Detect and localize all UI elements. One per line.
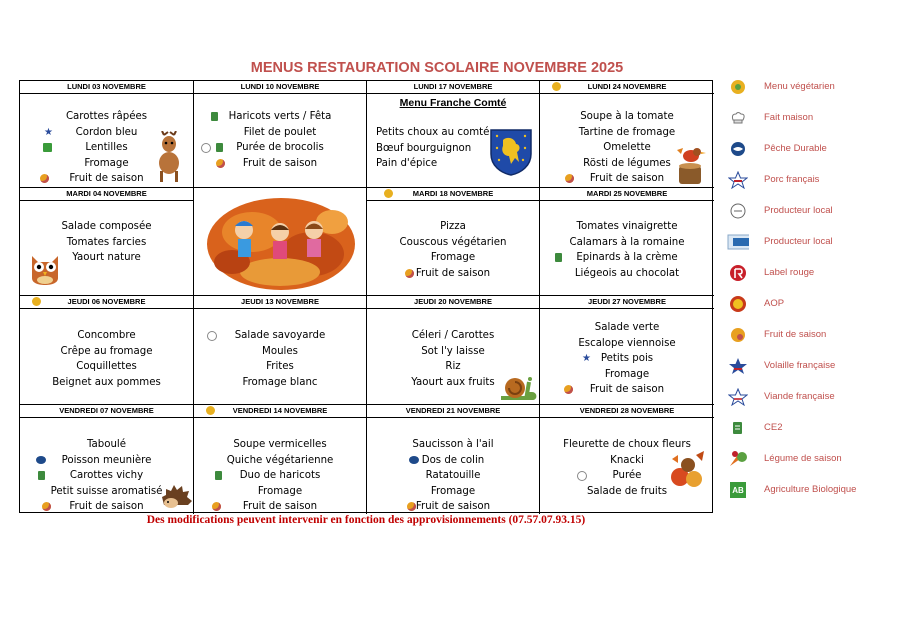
day-cell	[20, 188, 194, 296]
menu-items	[540, 219, 714, 281]
french-meat-icon: ★	[582, 353, 591, 364]
legend-item: Producteur local	[727, 233, 897, 253]
menu-item: Fleurette de choux fleurs	[563, 439, 691, 450]
menu-item: Couscous végétarien	[399, 236, 507, 248]
menu-item: ★ Cordon bleu	[20, 125, 193, 141]
day-cell	[540, 81, 714, 188]
ce2-icon	[727, 419, 749, 437]
menu-item: Carottes vichy	[20, 468, 193, 484]
menu-item: Fruit de saison	[367, 266, 539, 282]
menu-item: Purée	[540, 468, 714, 484]
owl-icon	[28, 252, 62, 286]
menu-item: Lentilles	[20, 140, 193, 156]
french-pork-icon	[727, 171, 749, 189]
menu-item: Petit suisse aromatisé	[50, 485, 163, 497]
local-producer-icon	[207, 331, 217, 341]
menu-item: Soupe vermicelles	[233, 439, 327, 450]
seasonal-fruit-icon	[407, 502, 416, 511]
menu-item: Omelette	[603, 142, 651, 153]
legend-item: Menu végétarien	[727, 78, 897, 98]
menu-item: Dos de colin	[367, 453, 539, 469]
menu-item: Tomates farcies	[66, 236, 147, 248]
aop-icon	[727, 295, 749, 313]
legend-item: AB Agriculture Biologique	[727, 481, 897, 501]
autumn-fruits-icon	[668, 449, 708, 493]
french-meat-icon	[727, 388, 749, 406]
menu-items	[194, 109, 366, 171]
day-cell	[367, 296, 540, 405]
day-cell	[194, 296, 367, 405]
sustainable-fishing-icon	[727, 140, 749, 158]
menu-item: Fromage	[257, 485, 303, 497]
kids-autumn-leaves-illustration	[202, 192, 360, 292]
menu-item: Liégeois au chocolat	[574, 267, 680, 279]
menu-item: ★ Petits pois	[540, 351, 714, 367]
menu-item: Haricots verts / Fêta	[194, 109, 366, 125]
vegetarian-icon	[727, 78, 749, 96]
menu-item: Riz	[445, 361, 461, 372]
menu-item: Fromage	[604, 368, 650, 380]
vegetarian-icon	[206, 406, 215, 415]
local-producer-icon	[577, 471, 587, 481]
day-header: LUNDI 03 NOVEMBRE	[20, 81, 193, 94]
day-cell	[367, 188, 540, 296]
legend-item: Label rouge	[727, 264, 897, 284]
local-producer-olam-icon	[727, 233, 749, 251]
ce2-icon	[211, 112, 218, 121]
menu-items	[367, 219, 539, 281]
deer-icon	[150, 131, 188, 183]
menu-item: Pain d'épice	[376, 158, 438, 169]
menu-item: Calamars à la romaine	[569, 236, 685, 248]
day-cell	[194, 81, 367, 188]
menu-item: Concombre	[77, 330, 136, 341]
menu-item: Saucisson à l'ail	[412, 439, 494, 450]
day-header: JEUDI 27 NOVEMBRE	[540, 296, 714, 309]
menu-items	[194, 437, 366, 515]
day-header: LUNDI 10 NOVEMBRE	[194, 81, 366, 94]
vegetarian-icon	[32, 297, 41, 306]
day-header: JEUDI 20 NOVEMBRE	[367, 296, 539, 309]
day-header: VENDREDI 14 NOVEMBRE	[194, 405, 366, 418]
menu-items	[540, 320, 714, 398]
day-cell	[20, 405, 194, 514]
menu-table	[19, 80, 713, 513]
special-menu-title: Menu Franche Comté	[399, 97, 507, 109]
menu-item: Taboulé	[86, 439, 127, 450]
menu-item: Yaourt aux fruits	[411, 376, 495, 388]
day-header: MARDI 18 NOVEMBRE	[367, 188, 539, 201]
menu-item: Tomates vinaigrette	[576, 221, 678, 232]
ce2-icon	[216, 143, 223, 152]
local-producer-icon	[727, 202, 749, 220]
menu-item: Moules	[262, 345, 298, 357]
french-poultry-icon: ★	[44, 126, 53, 138]
menu-item: Epinards à la crème	[540, 250, 714, 266]
franche-comte-crest-icon	[489, 128, 533, 176]
day-cell	[540, 296, 714, 405]
menu-item: Knacki	[610, 454, 644, 466]
menu-item: Coquillettes	[76, 361, 137, 372]
day-cell	[540, 188, 714, 296]
vegetarian-icon	[552, 82, 561, 91]
legend-item: CE2	[727, 419, 897, 439]
seasonal-fruit-icon	[405, 269, 414, 278]
legend-item: Fait maison	[727, 109, 897, 129]
menu-item: Duo de haricots	[194, 468, 366, 484]
menu-item: Salade de fruits	[586, 485, 668, 497]
organic-icon	[727, 481, 749, 499]
legend-item: AOP	[727, 295, 897, 315]
sustainable-fishing-icon	[36, 456, 46, 464]
menu-item: Yaourt nature	[72, 252, 141, 263]
menu-item: Salade verte	[594, 322, 660, 333]
day-header: MARDI 25 NOVEMBRE	[540, 188, 714, 201]
footer-notice: Des modifications peuvent intervenir en fonction des approvisionnements (07.57.07.93.15)	[146, 514, 586, 526]
sustainable-fishing-icon	[409, 456, 419, 464]
menu-item: Carottes râpées	[65, 111, 148, 122]
label-rouge-icon	[727, 264, 749, 282]
menu-item: Fruit de saison	[540, 171, 714, 187]
menu-item: Bœuf bourguignon	[376, 142, 472, 154]
menu-item: Fruit de saison	[194, 499, 366, 515]
menu-item: Fruit de saison	[194, 156, 366, 172]
organic-icon	[43, 143, 52, 152]
menu-item: Fruit de saison	[20, 171, 193, 187]
menu-item: Frites	[266, 361, 294, 372]
menu-item: Poisson meunière	[20, 453, 193, 469]
hedgehog-icon	[160, 483, 194, 511]
menu-items	[20, 328, 193, 390]
menu-item: Rösti de légumes	[583, 157, 671, 169]
menu-item: Fromage	[430, 252, 476, 263]
local-producer-icon	[201, 143, 211, 153]
menu-item: Soupe à la tomate	[580, 111, 674, 122]
day-header: VENDREDI 21 NOVEMBRE	[367, 405, 539, 418]
menu-item: Purée de brocolis	[194, 140, 366, 156]
day-header: VENDREDI 07 NOVEMBRE	[20, 405, 193, 418]
day-header: JEUDI 13 NOVEMBRE	[194, 296, 366, 309]
page-title: MENUS RESTAURATION SCOLAIRE NOVEMBRE 2025	[250, 60, 624, 76]
homemade-icon	[727, 109, 749, 127]
menu-item: Fruit de saison	[540, 382, 714, 398]
day-cell	[20, 81, 194, 188]
menu-item: Filet de poulet	[243, 126, 317, 138]
day-cell	[367, 405, 540, 514]
menu-item: Pizza	[440, 221, 466, 232]
seasonal-fruit-icon	[564, 385, 573, 394]
legend-item: Porc français	[727, 171, 897, 191]
menu-item: Tartine de fromage	[578, 126, 676, 138]
day-cell	[194, 405, 367, 514]
seasonal-fruit-icon	[40, 174, 49, 183]
bird-stump-icon	[673, 146, 709, 186]
day-cell	[20, 296, 194, 405]
menu-item: Fruit de saison	[20, 499, 193, 515]
seasonal-vegetable-icon	[727, 450, 749, 468]
ce2-icon	[555, 253, 562, 262]
french-poultry-icon	[727, 357, 749, 375]
legend-item: Légume de saison	[727, 450, 897, 470]
menu-item: Escalope viennoise	[578, 337, 676, 349]
menu-items	[194, 328, 366, 390]
snail-icon	[499, 374, 537, 402]
day-header: JEUDI 06 NOVEMBRE	[20, 296, 193, 309]
seasonal-fruit-icon	[727, 326, 749, 344]
ce2-icon	[38, 471, 45, 480]
ce2-icon	[215, 471, 222, 480]
menu-item: Crêpe au fromage	[60, 345, 153, 357]
menu-item: Beignet aux pommes	[52, 376, 161, 388]
menu-item: Quiche végétarienne	[226, 454, 334, 466]
seasonal-fruit-icon	[42, 502, 51, 511]
legend-item: Viande française	[727, 388, 897, 408]
legend-item: Pêche Durable	[727, 140, 897, 160]
day-header: VENDREDI 28 NOVEMBRE	[540, 405, 714, 418]
seasonal-fruit-icon	[565, 174, 574, 183]
legend-item: Volaille française	[727, 357, 897, 377]
day-cell	[367, 81, 540, 188]
day-header: LUNDI 24 NOVEMBRE	[540, 81, 714, 94]
illustration-cell	[194, 188, 367, 296]
vegetarian-icon	[384, 189, 393, 198]
menu-item: Salade composée	[61, 221, 152, 232]
seasonal-fruit-icon	[216, 159, 225, 168]
menu-item: Fromage	[84, 157, 129, 169]
legend-item: Producteur local	[727, 202, 897, 222]
menu-item: Sot l'y laisse	[421, 345, 485, 357]
seasonal-fruit-icon	[212, 502, 221, 511]
day-header: MARDI 04 NOVEMBRE	[20, 188, 193, 201]
svg-text:AB: AB	[732, 486, 744, 495]
menu-item: Ratatouille	[425, 470, 481, 481]
menu-item: Fromage blanc	[242, 376, 318, 388]
day-header: LUNDI 17 NOVEMBRE	[367, 81, 539, 94]
menu-items	[367, 437, 539, 515]
menu-item: Salade savoyarde	[194, 328, 366, 344]
menu-item: Petits choux au comté	[376, 127, 490, 138]
legend-item: Fruit de saison	[727, 326, 897, 346]
day-cell	[540, 405, 714, 514]
menu-item: Fromage	[430, 485, 476, 497]
menu-item: Céleri / Carottes	[411, 330, 495, 341]
menu-item: Fruit de saison	[367, 499, 539, 515]
